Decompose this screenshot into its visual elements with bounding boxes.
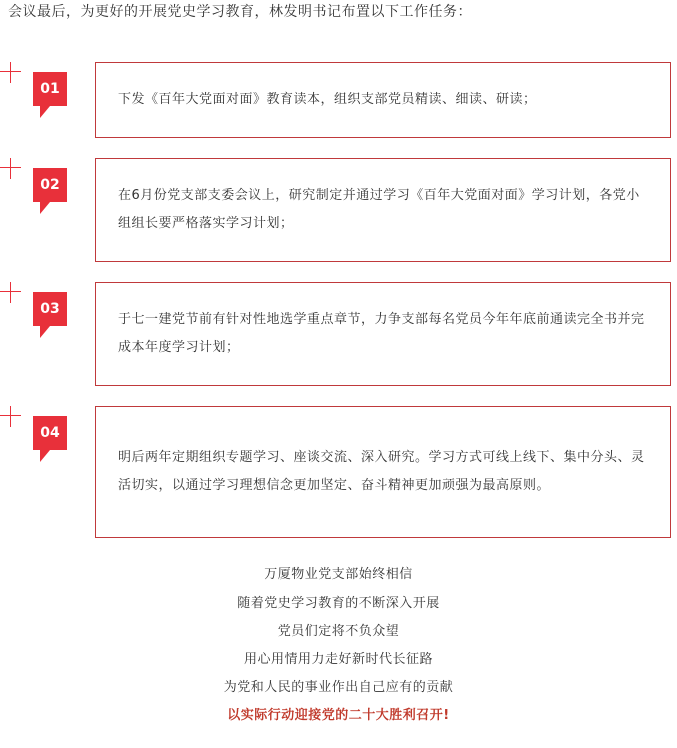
task-number-badge: 04 xyxy=(33,416,67,450)
closing-line: 随着党史学习教育的不断深入开展 xyxy=(237,596,440,611)
closing-slogan: 以实际行动迎接党的二十大胜利召开! xyxy=(227,708,450,723)
cross-mark-icon xyxy=(0,282,20,302)
closing-line: 党员们定将不负众望 xyxy=(277,624,400,639)
closing-line: 为党和人民的事业作出自己应有的贡献 xyxy=(223,680,454,695)
task-text: 在6月份党支部支委会议上，研究制定并通过学习《百年大党面对面》学习计划，各党小组组长要严格落实学习计划； xyxy=(118,188,640,231)
cross-mark-icon xyxy=(0,158,20,178)
badge-tail-icon xyxy=(40,450,50,462)
task-number-badge: 01 xyxy=(33,72,67,106)
task-text-box xyxy=(95,406,671,538)
task-text-box xyxy=(95,158,671,262)
task-text-box xyxy=(95,282,671,386)
cross-mark-icon xyxy=(0,62,20,82)
closing-line: 用心用情用力走好新时代长征路 xyxy=(243,652,433,667)
cross-mark-icon xyxy=(0,406,20,426)
badge-tail-icon xyxy=(40,106,50,118)
task-text: 下发《百年大党面对面》教育读本，组织支部党员精读、细读、研读； xyxy=(118,92,537,107)
task-text: 明后两年定期组织专题学习、座谈交流、深入研究。学习方式可线上线下、集中分头、灵活切实，以通过学习理想信念更加坚定、奋斗精神更加顽强为最高原则。 xyxy=(118,450,645,493)
task-number-badge: 02 xyxy=(33,168,67,202)
task-text-box xyxy=(95,62,671,138)
badge-tail-icon xyxy=(40,326,50,338)
task-text: 于七一建党节前有针对性地选学重点章节，力争支部每名党员今年年底前通读完全书并完成本年度学习计划； xyxy=(118,312,645,355)
task-number-badge: 03 xyxy=(33,292,67,326)
badge-tail-icon xyxy=(40,202,50,214)
intro-text: 会议最后，为更好的开展党史学习教育，林发明书记布置以下工作任务： xyxy=(8,4,472,20)
closing-line: 万厦物业党支部始终相信 xyxy=(264,567,413,582)
